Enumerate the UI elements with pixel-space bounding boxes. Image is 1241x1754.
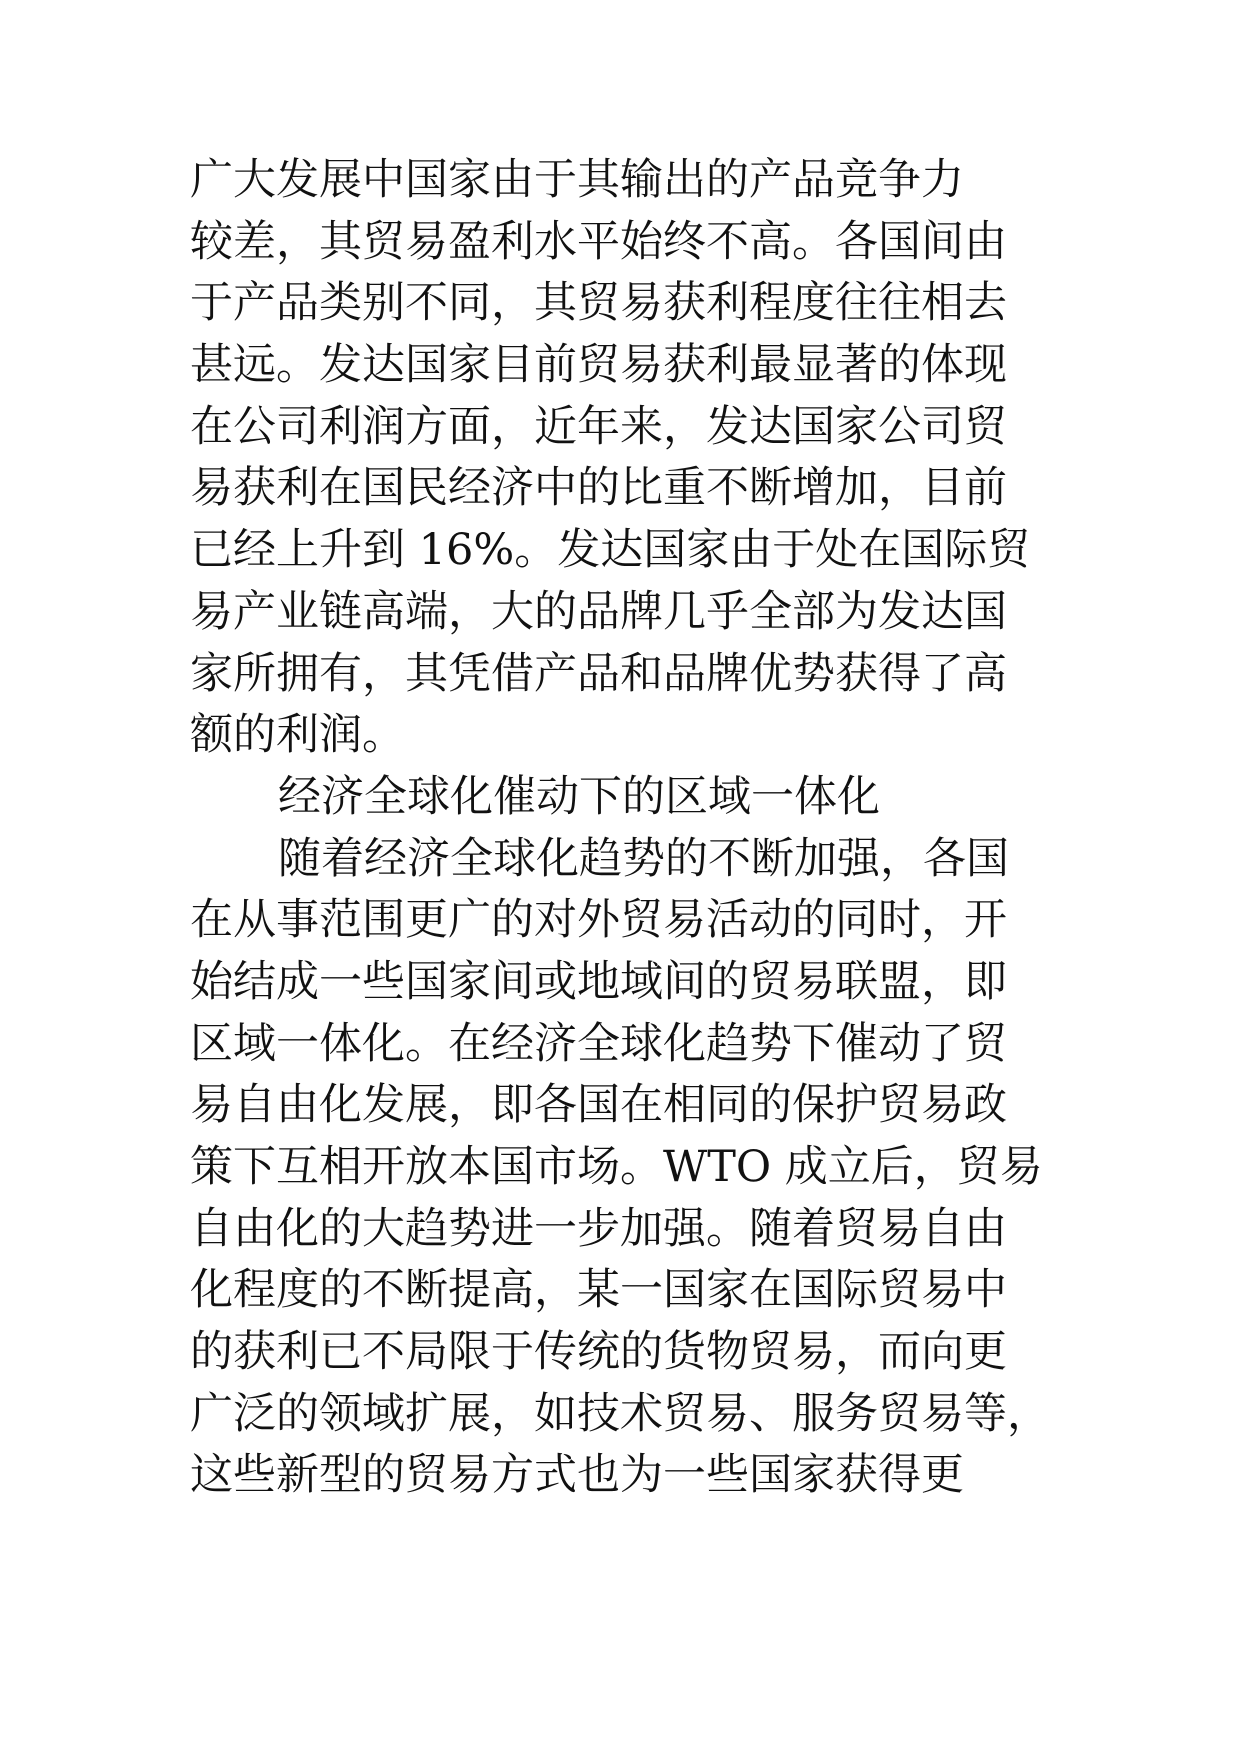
text-line: 于产品类别不同，其贸易获利程度往往相去	[190, 278, 1007, 329]
text-line: 易获利在国民经济中的比重不断增加，目前	[190, 463, 1007, 514]
text-line: 在公司利润方面，近年来，发达国家公司贸	[190, 401, 1007, 452]
text-line: 在从事范围更广的对外贸易活动的同时，开	[190, 895, 1007, 946]
section-heading: 经济全球化催动下的区域一体化	[278, 771, 880, 822]
text-line: 易产业链高端，大的品牌几乎全部为发达国	[190, 586, 1007, 637]
text-line: 广泛的领域扩展，如技术贸易、服务贸易等，	[190, 1388, 1050, 1439]
body-text	[190, 150, 1070, 1507]
text-line: 始结成一些国家间或地域间的贸易联盟，即	[190, 956, 1007, 1007]
text-line: 家所拥有，其凭借产品和品牌优势获得了高	[190, 648, 1007, 699]
text-line: 化程度的不断提高，某一国家在国际贸易中	[190, 1265, 1007, 1316]
text-line: 广大发展中国家由于其输出的产品竞争力	[190, 155, 964, 205]
text-line: 自由化的大趋势进一步加强。随着贸易自由	[190, 1203, 1007, 1254]
text-line: 甚远。发达国家目前贸易获利最显著的体现	[190, 340, 1007, 391]
text-line: 随着经济全球化趋势的不断加强，各国	[278, 833, 1009, 884]
text-line: 区域一体化。在经济全球化趋势下催动了贸	[190, 1018, 1007, 1069]
text-line: 策下互相开放本国市场。WTO 成立后，贸易	[190, 1142, 1043, 1192]
text-line: 额的利润。	[190, 710, 405, 761]
text-line: 易自由化发展，即各国在相同的保护贸易政	[190, 1080, 1007, 1131]
text-line: 较差，其贸易盈利水平始终不高。各国间由	[190, 216, 1007, 267]
text-line: 的获利已不局限于传统的货物贸易，而向更	[190, 1327, 1007, 1378]
text-line: 已经上升到 16%。发达国家由于处在国际贸	[190, 525, 1031, 576]
text-line: 这些新型的贸易方式也为一些国家获得更	[190, 1450, 964, 1501]
